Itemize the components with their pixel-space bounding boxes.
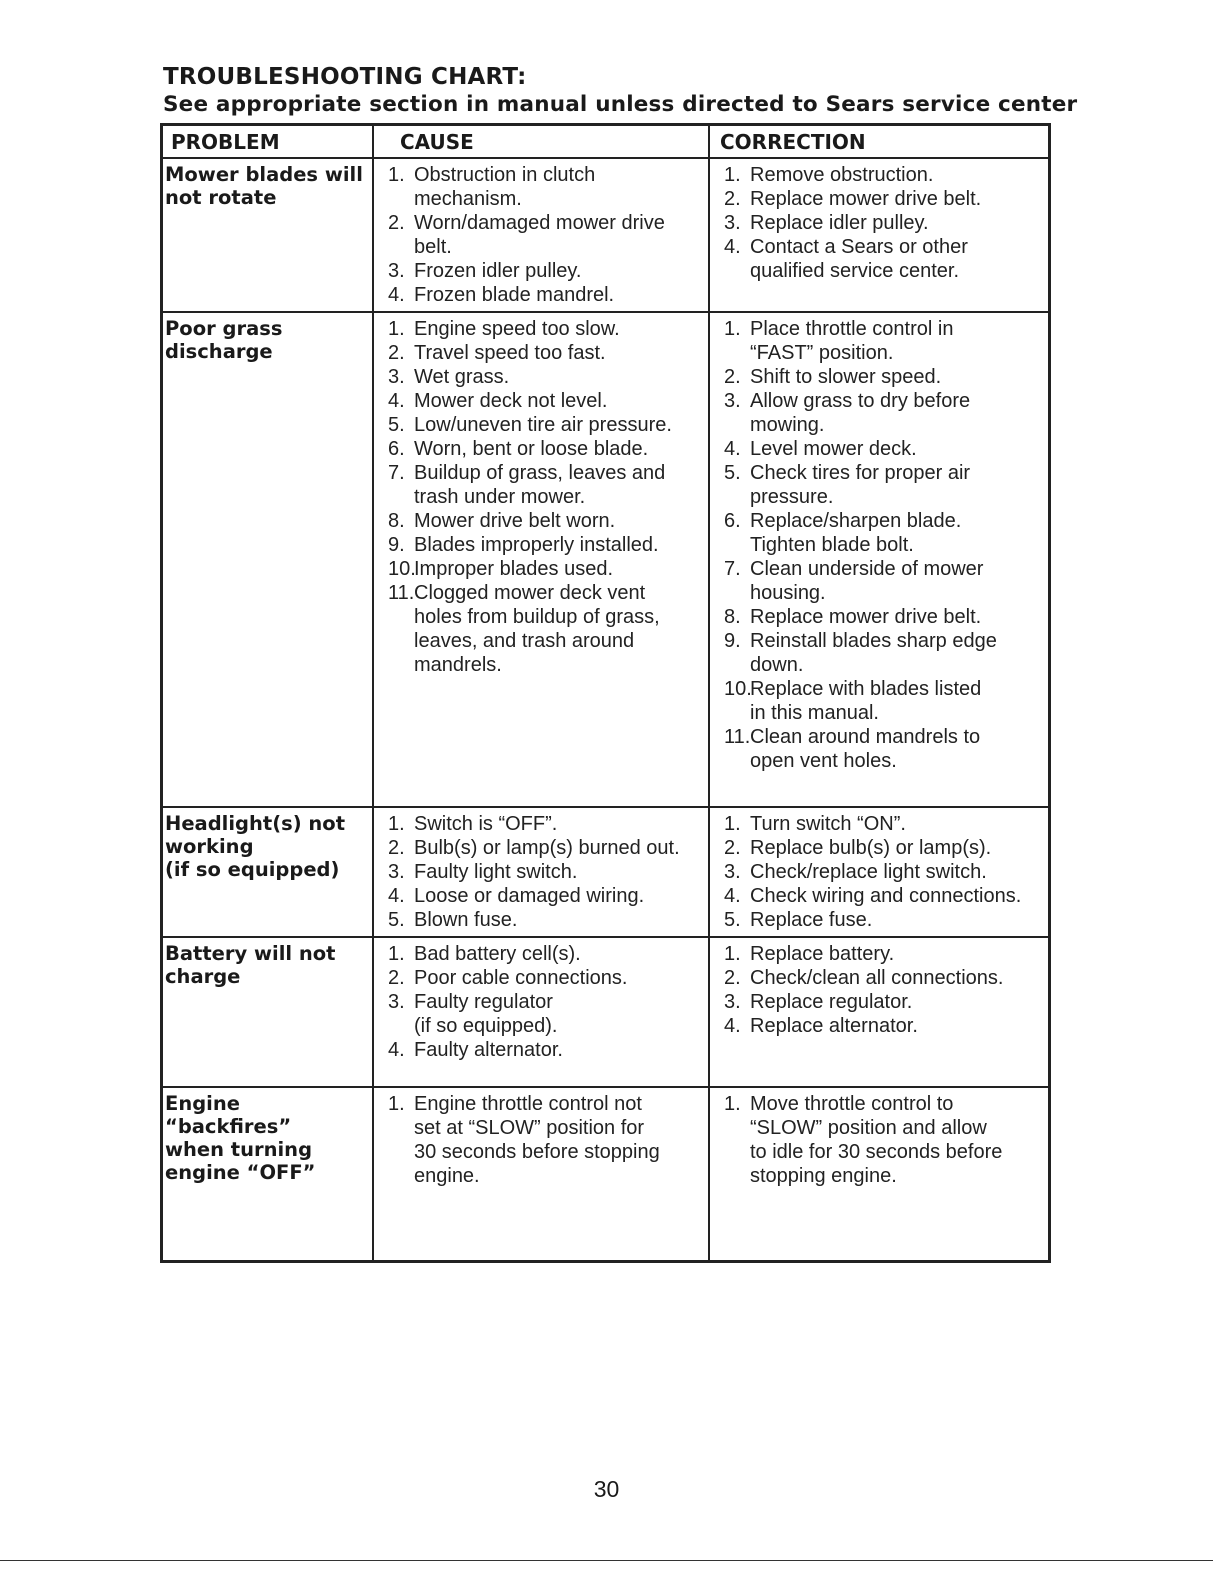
cause-list <box>380 1092 702 1188</box>
list-item <box>716 966 1042 990</box>
item-text: Replace mower drive belt. <box>750 188 982 210</box>
list-item <box>716 884 1042 908</box>
item-number: 1. <box>388 943 405 965</box>
item-text: Switch is “OFF”. <box>414 813 558 835</box>
item-number: 1. <box>724 164 741 186</box>
item-text: Clogged mower deck vent holes from buildup of grass, leaves, and trash around mandrels. <box>414 582 660 676</box>
item-number: 2. <box>388 212 405 234</box>
item-number: 2. <box>724 967 741 989</box>
table-row <box>163 313 1048 808</box>
item-number: 5. <box>388 414 405 436</box>
correction-cell <box>708 159 1048 311</box>
list-item <box>716 629 1042 677</box>
list-item <box>380 860 702 884</box>
list-item <box>716 860 1042 884</box>
item-text: Replace battery. <box>750 943 895 965</box>
list-item <box>380 413 702 437</box>
cause-cell <box>372 159 708 311</box>
item-number: 1. <box>724 1093 741 1115</box>
problem-cell: Poor grass discharge <box>165 317 283 363</box>
item-number: 2. <box>388 342 405 364</box>
item-text: Frozen blade mandrel. <box>414 284 615 306</box>
item-text: Check/clean all connections. <box>750 967 1004 989</box>
item-text: Worn/damaged mower drive belt. <box>414 212 665 258</box>
item-text: Blown fuse. <box>414 909 518 931</box>
item-number: 1. <box>388 164 405 186</box>
problem-cell: Engine “backfires” when turning engine “OFF” <box>165 1092 316 1184</box>
item-number: 4. <box>724 885 741 907</box>
item-text: Shift to slower speed. <box>750 366 942 388</box>
item-number: 8. <box>724 606 741 628</box>
item-text: Allow grass to dry before mowing. <box>750 390 971 436</box>
table-header <box>163 126 1048 159</box>
item-text: Faulty regulator (if so equipped). <box>414 991 558 1037</box>
cause-cell <box>372 938 708 1086</box>
list-item <box>380 557 702 581</box>
list-item <box>380 341 702 365</box>
item-text: Check tires for proper air pressure. <box>750 462 971 508</box>
item-number: 2. <box>388 837 405 859</box>
chart-title: TROUBLESHOOTING CHART: <box>163 64 527 90</box>
item-number: 3. <box>724 212 741 234</box>
page-number: 30 <box>593 1476 620 1502</box>
item-number: 9. <box>388 534 405 556</box>
list-item <box>716 812 1042 836</box>
list-item <box>380 437 702 461</box>
item-number: 4. <box>724 1015 741 1037</box>
item-number: 5. <box>724 909 741 931</box>
chart-subtitle: See appropriate section in manual unless directed to Sears service center <box>163 92 1078 117</box>
correction-list <box>716 942 1042 1038</box>
item-text: Replace/sharpen blade. Tighten blade bolt. <box>750 510 962 556</box>
item-number: 6. <box>388 438 405 460</box>
list-item <box>716 908 1042 932</box>
item-number: 3. <box>388 260 405 282</box>
header-cause: CAUSE <box>372 126 708 157</box>
list-item <box>380 317 702 341</box>
item-text: Engine speed too slow. <box>414 318 620 340</box>
cause-list <box>380 942 702 1062</box>
correction-cell <box>708 313 1048 806</box>
list-item <box>380 966 702 990</box>
correction-list <box>716 317 1042 773</box>
item-number: 3. <box>388 991 405 1013</box>
correction-cell <box>708 808 1048 936</box>
list-item <box>380 990 702 1038</box>
header-problem: PROBLEM <box>171 130 280 154</box>
item-number: 10. <box>724 678 752 700</box>
correction-cell <box>708 938 1048 1086</box>
cause-list <box>380 812 702 932</box>
item-text: Wet grass. <box>414 366 510 388</box>
item-text: Mower drive belt worn. <box>414 510 616 532</box>
item-text: Replace alternator. <box>750 1015 918 1037</box>
item-text: Replace mower drive belt. <box>750 606 982 628</box>
item-number: 11. <box>724 726 751 748</box>
list-item <box>716 942 1042 966</box>
item-number: 4. <box>724 236 741 258</box>
list-item <box>380 836 702 860</box>
item-text: Buildup of grass, leaves and trash under mower. <box>414 462 666 508</box>
item-text: Check wiring and connections. <box>750 885 1022 907</box>
list-item <box>716 677 1042 725</box>
item-text: Improper blades used. <box>414 558 614 580</box>
item-number: 3. <box>388 366 405 388</box>
item-number: 1. <box>724 318 741 340</box>
item-text: Clean around mandrels to open vent holes. <box>750 726 981 772</box>
correction-list <box>716 163 1042 283</box>
item-text: Obstruction in clutch mechanism. <box>414 164 596 210</box>
table-row <box>163 938 1048 1088</box>
list-item <box>380 365 702 389</box>
list-item <box>380 389 702 413</box>
item-number: 4. <box>388 885 405 907</box>
list-item <box>716 557 1042 605</box>
bottom-rule <box>0 1560 1213 1561</box>
item-number: 1. <box>388 813 405 835</box>
list-item <box>716 437 1042 461</box>
item-number: 2. <box>724 366 741 388</box>
item-text: Reinstall blades sharp edge down. <box>750 630 997 676</box>
list-item <box>380 942 702 966</box>
list-item <box>380 283 702 307</box>
item-text: Replace with blades listed in this manual. <box>750 678 982 724</box>
item-number: 3. <box>724 861 741 883</box>
problem-cell: Mower blades will not rotate <box>165 163 363 209</box>
item-text: Replace bulb(s) or lamp(s). <box>750 837 992 859</box>
list-item <box>716 1092 1042 1188</box>
correction-list <box>716 812 1042 932</box>
list-item <box>716 605 1042 629</box>
list-item <box>716 389 1042 437</box>
cause-list <box>380 317 702 677</box>
cause-cell <box>372 1088 708 1260</box>
item-text: Place throttle control in “FAST” position. <box>750 318 954 364</box>
table-body <box>163 159 1048 1260</box>
item-number: 5. <box>724 462 741 484</box>
header-correction: CORRECTION <box>708 126 1048 157</box>
correction-cell <box>708 1088 1048 1260</box>
table-row <box>163 1088 1048 1260</box>
troubleshooting-table <box>160 123 1051 1263</box>
item-number: 1. <box>388 1093 405 1115</box>
list-item <box>380 163 702 211</box>
list-item <box>380 581 702 677</box>
item-text: Worn, bent or loose blade. <box>414 438 649 460</box>
item-number: 2. <box>388 967 405 989</box>
item-text: Faulty light switch. <box>414 861 578 883</box>
item-number: 3. <box>724 991 741 1013</box>
list-item <box>380 1092 702 1188</box>
item-text: Loose or damaged wiring. <box>414 885 645 907</box>
item-text: Move throttle control to “SLOW” position and allow to idle for 30 seconds before stopping engine. <box>750 1093 1003 1187</box>
correction-list <box>716 1092 1042 1188</box>
list-item <box>380 461 702 509</box>
item-number: 3. <box>724 390 741 412</box>
item-number: 7. <box>724 558 741 580</box>
item-number: 10. <box>388 558 416 580</box>
item-number: 1. <box>388 318 405 340</box>
item-text: Turn switch “ON”. <box>750 813 906 835</box>
item-number: 1. <box>724 943 741 965</box>
item-text: Replace idler pulley. <box>750 212 929 234</box>
item-text: Faulty alternator. <box>414 1039 563 1061</box>
cause-cell <box>372 313 708 806</box>
item-number: 7. <box>388 462 405 484</box>
problem-cell: Battery will not charge <box>165 942 336 988</box>
list-item <box>716 836 1042 860</box>
item-text: Bad battery cell(s). <box>414 943 581 965</box>
item-number: 9. <box>724 630 741 652</box>
list-item <box>380 533 702 557</box>
item-number: 4. <box>724 438 741 460</box>
table-row <box>163 808 1048 938</box>
list-item <box>380 259 702 283</box>
list-item <box>380 211 702 259</box>
item-text: Level mower deck. <box>750 438 917 460</box>
item-text: Remove obstruction. <box>750 164 934 186</box>
item-text: Replace regulator. <box>750 991 913 1013</box>
item-text: Clean underside of mower housing. <box>750 558 984 604</box>
list-item <box>716 187 1042 211</box>
item-text: Replace fuse. <box>750 909 873 931</box>
item-text: Mower deck not level. <box>414 390 608 412</box>
item-text: Frozen idler pulley. <box>414 260 582 282</box>
list-item <box>716 509 1042 557</box>
list-item <box>716 211 1042 235</box>
list-item <box>716 990 1042 1014</box>
list-item <box>716 365 1042 389</box>
item-text: Low/uneven tire air pressure. <box>414 414 672 436</box>
item-number: 8. <box>388 510 405 532</box>
item-number: 4. <box>388 390 405 412</box>
problem-cell: Headlight(s) not working (if so equipped) <box>165 812 346 881</box>
list-item <box>716 317 1042 365</box>
item-text: Travel speed too fast. <box>414 342 606 364</box>
list-item <box>380 509 702 533</box>
item-number: 5. <box>388 909 405 931</box>
list-item <box>380 884 702 908</box>
item-text: Poor cable connections. <box>414 967 628 989</box>
item-number: 6. <box>724 510 741 532</box>
item-number: 3. <box>388 861 405 883</box>
item-text: Blades improperly installed. <box>414 534 659 556</box>
item-text: Check/replace light switch. <box>750 861 987 883</box>
item-number: 4. <box>388 1039 405 1061</box>
item-number: 11. <box>388 582 415 604</box>
list-item <box>716 1014 1042 1038</box>
item-number: 1. <box>724 813 741 835</box>
cause-list <box>380 163 702 307</box>
list-item <box>380 908 702 932</box>
item-number: 2. <box>724 837 741 859</box>
list-item <box>716 725 1042 773</box>
cause-cell <box>372 808 708 936</box>
item-text: Engine throttle control not set at “SLOW” position for 30 seconds before stopping engine. <box>414 1093 660 1187</box>
list-item <box>716 461 1042 509</box>
item-text: Contact a Sears or other qualified service center. <box>750 236 968 282</box>
item-text: Bulb(s) or lamp(s) burned out. <box>414 837 680 859</box>
list-item <box>716 163 1042 187</box>
item-number: 2. <box>724 188 741 210</box>
item-number: 4. <box>388 284 405 306</box>
table-row <box>163 159 1048 313</box>
list-item <box>380 812 702 836</box>
list-item <box>380 1038 702 1062</box>
list-item <box>716 235 1042 283</box>
